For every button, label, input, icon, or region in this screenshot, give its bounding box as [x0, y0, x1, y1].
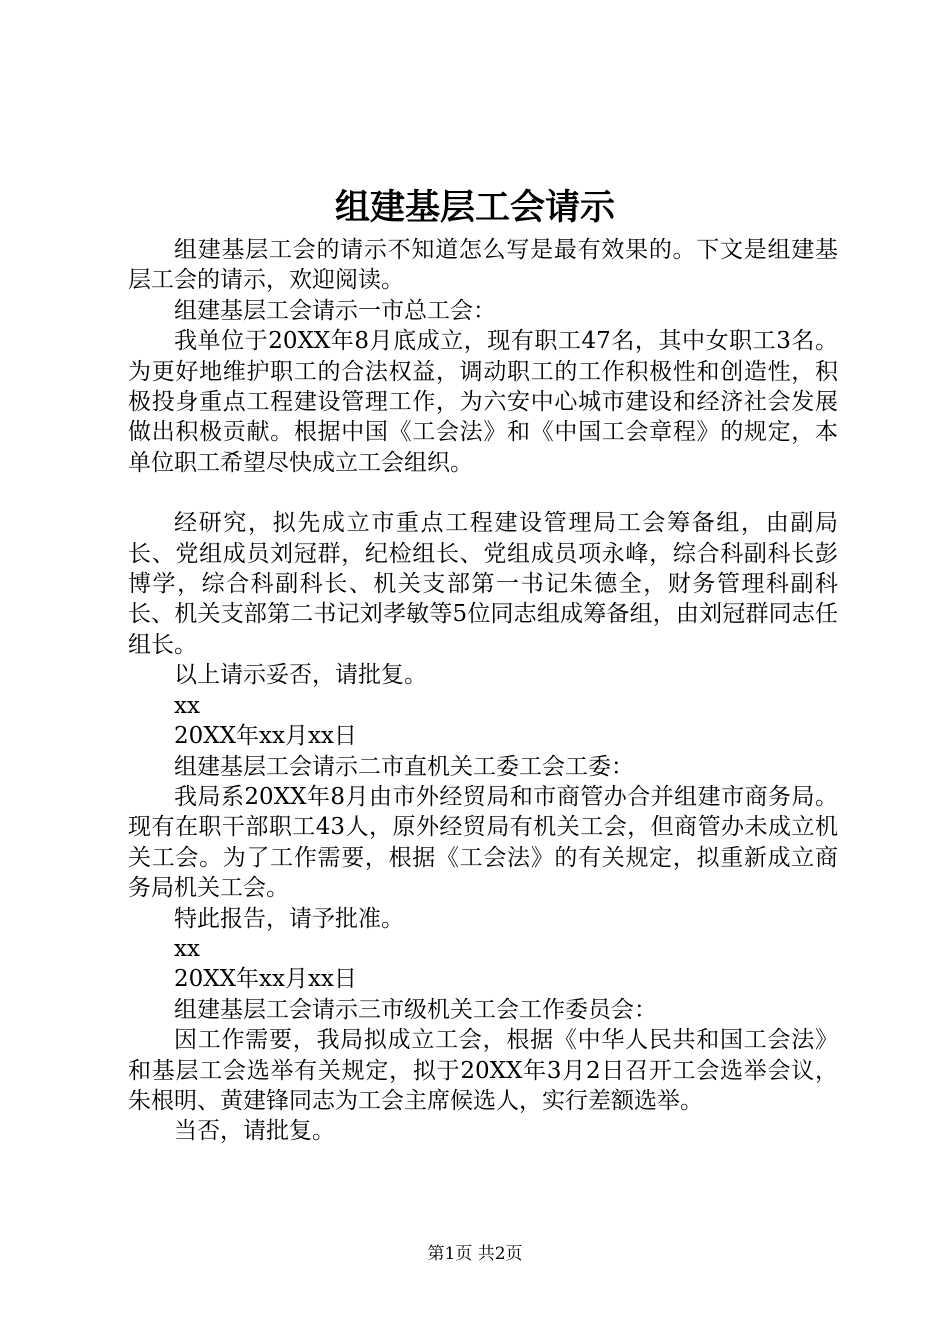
- request-1-body-continued: 经研究，拟先成立市重点工程建设管理局工会筹备组，由副局长、党组成员刘冠群，纪检组长、党组成员项永峰，综合科副科长彭博学，综合科副科长、机关支部第一书记朱德全，财务管理科副科长、机关支部第二书记刘孝敏等5位同志组成筹备组，由刘冠群同志任组长。: [128, 510, 838, 658]
- request-3-closing: 当否，请批复。: [174, 1118, 335, 1145]
- request-2-signature: xx: [174, 935, 200, 962]
- request-2-date: 20XX年xx月xx日: [174, 966, 357, 993]
- request-1-body: 我单位于20XX年8月底成立，现有职工47名，其中女职工3名。为更好地维护职工的合法权益，调动职工的工作积极性和创造性，积极投身重点工程建设管理工作，为六安中心城市建设和经济社会发展做出积极贡献。根据中国《工会法》和《中国工会章程》的规定，本单位职工希望尽快成立工会组织。: [128, 328, 838, 476]
- request-1-heading: 组建基层工会请示一市总工会：: [174, 297, 496, 324]
- request-3-body: 因工作需要，我局拟成立工会，根据《中华人民共和国工会法》和基层工会选举有关规定，拟于20XX年3月2日召开工会选举会议，朱根明、黄建锋同志为工会主席候选人，实行差额选举。: [128, 1027, 838, 1114]
- request-1-signature: xx: [174, 692, 200, 719]
- intro-paragraph: 组建基层工会的请示不知道怎么写是最有效果的。下文是组建基层工会的请示，欢迎阅读。: [128, 237, 838, 294]
- request-2-closing: 特此报告，请予批准。: [174, 905, 404, 932]
- document-title: 组建基层工会请示: [334, 187, 615, 228]
- document-body: [128, 235, 838, 1147]
- request-1-date: 20XX年xx月xx日: [174, 723, 357, 750]
- request-2-body: 我局系20XX年8月由市外经贸局和市商管办合并组建市商务局。现有在职干部职工43人，原外经贸局有机关工会，但商管办未成立机关工会。为了工作需要，根据《工会法》的有关规定，拟重新成立商务局机关工会。: [128, 783, 838, 902]
- page-number: 第1页 共2页: [427, 1244, 523, 1264]
- request-1-closing: 以上请示妥否，请批复。: [174, 662, 427, 689]
- request-2-heading: 组建基层工会请示二市直机关工委工会工委：: [174, 753, 634, 780]
- request-3-heading: 组建基层工会请示三市级机关工会工作委员会：: [174, 996, 657, 1023]
- paragraph-spacer: [128, 478, 838, 508]
